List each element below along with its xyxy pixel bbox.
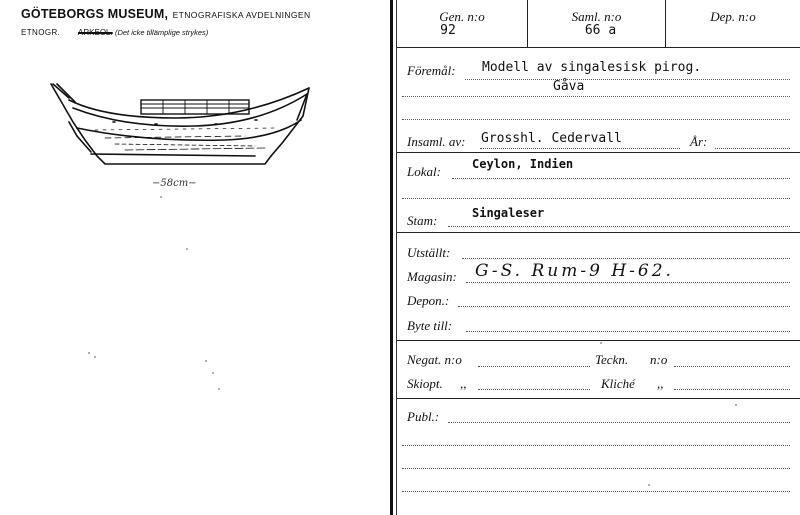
gen-no-label: Gen. n:o (439, 9, 485, 24)
magasin-line (466, 282, 790, 283)
foremal-value: Modell av singalesisk pirog. (482, 60, 702, 75)
utstallt-label: Utställt: (407, 245, 451, 260)
scan-speck (205, 360, 207, 362)
stam-value: Singaleser (472, 206, 545, 220)
divider-after-stam (397, 232, 800, 233)
scan-speck (186, 248, 188, 250)
ar-label: År: (690, 134, 708, 149)
gen-no-cell (397, 0, 528, 47)
skiopt-label: Skiopt. (407, 376, 443, 391)
scan-speck (160, 196, 162, 198)
strike-note: (Det icke tillämplige strykes) (114, 28, 209, 37)
byte-label: Byte till: (407, 318, 453, 333)
boat-sketch-drawing (45, 78, 320, 178)
publ-line-3 (402, 468, 790, 469)
scan-speck (218, 388, 220, 390)
kliche-label: Kliché (601, 376, 635, 391)
insamlav-label: Insaml. av: (407, 134, 466, 149)
foremal-value-2: Gåva (553, 79, 585, 94)
saml-no-cell (528, 0, 666, 47)
arkeol-label: ARKEOL. (78, 28, 113, 37)
teckn-no-label: n:o (650, 352, 668, 367)
insamlav-value: Grosshl. Cedervall (481, 131, 622, 146)
depon-line (458, 306, 790, 307)
saml-no-value: 66 a (584, 23, 617, 38)
card-left-border (390, 0, 393, 515)
depon-label: Depon.: (407, 293, 450, 308)
dep-no-label: Dep. n:o (710, 9, 756, 24)
skiopt-line (478, 389, 590, 390)
dep-no-cell (666, 0, 800, 47)
saml-no-label: Saml. n:o (571, 9, 622, 24)
scan-speck (600, 342, 602, 344)
stam-label: Stam: (407, 213, 438, 228)
museum-header (21, 5, 311, 37)
ar-line (715, 148, 790, 149)
kliche-line (674, 389, 790, 390)
scan-speck (94, 356, 96, 358)
divider-after-insaml (397, 152, 800, 153)
publ-line-1 (448, 422, 790, 423)
number-header-row (397, 0, 800, 48)
scan-speck (648, 484, 650, 486)
teckn-line (674, 366, 790, 367)
magasin-value: G-S. Rum-9 H-62. (475, 261, 674, 281)
byte-line (466, 331, 790, 332)
kliche-ditto: ,, (657, 376, 664, 391)
department-name: ETNOGRAFISKA AVDELNINGEN (172, 10, 311, 20)
foremal-line-2 (402, 96, 790, 97)
lokal-label: Lokal: (407, 164, 441, 179)
gen-no-value: 92 (440, 23, 456, 38)
foremal-line-1 (465, 79, 790, 80)
teckn-label: Teckn. (595, 352, 629, 367)
insamlav-line (480, 148, 680, 149)
magasin-label: Magasin: (407, 269, 457, 284)
museum-name: GÖTEBORGS MUSEUM, (21, 7, 169, 21)
lokal-value: Ceylon, Indien (472, 157, 574, 171)
divider-after-byte (397, 340, 800, 341)
scan-speck (212, 372, 214, 374)
skiopt-ditto: ,, (460, 376, 467, 391)
length-annotation: −58cm− (152, 178, 197, 189)
stam-line (448, 226, 790, 227)
scan-speck (88, 352, 90, 354)
lokal-line-2 (402, 198, 790, 199)
foremal-line-3 (402, 119, 790, 120)
lokal-line-1 (452, 178, 790, 179)
card-inner-border (396, 0, 397, 515)
foremal-label: Föremål: (407, 63, 456, 78)
negat-line (478, 366, 590, 367)
divider-after-kliche (397, 398, 800, 399)
utstallt-line (462, 258, 790, 259)
etnogr-label: ETNOGR. (21, 28, 61, 37)
publ-line-4 (402, 491, 790, 492)
publ-line-2 (402, 445, 790, 446)
scan-speck (735, 404, 737, 406)
negat-label: Negat. n:o (407, 352, 462, 367)
publ-label: Publ.: (407, 409, 440, 424)
